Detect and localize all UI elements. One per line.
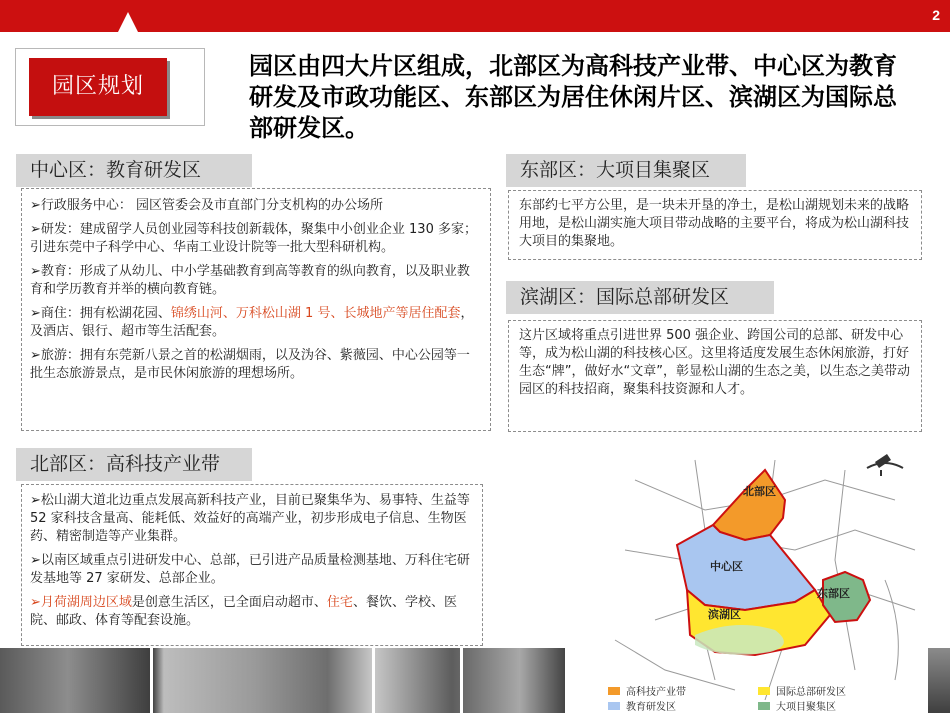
center-item-rd: ➢研发：建成留学人员创业园等科技创新载体，聚集中小创业企业 130 多家；引进东莞中子科学中心、华南工业设计院等一批大型科研机构。	[30, 222, 477, 255]
map-label-lakeside: 滨湖区	[708, 608, 741, 621]
north-item-creative-highlight: ➢月荷湖周边区域	[30, 595, 132, 610]
north-item-rd: ➢以南区域重点引进研发中心、总部，已引进产品质量检测基地、万科住宅研发基地等 27 家研发、总部企业。	[30, 553, 470, 586]
legend-item	[758, 683, 846, 698]
north-zone-box	[21, 484, 483, 646]
section-tag: 园区规划	[29, 58, 167, 116]
center-item-education: ➢教育：形成了从幼儿、中小学基础教育到高等教育的纵向教育，以及职业教育和学历教育并举的横向教育链。	[30, 264, 470, 297]
map-label-center: 中心区	[710, 560, 743, 573]
legend-label: 教育研发区	[626, 702, 676, 713]
zone-hightech	[713, 470, 785, 540]
north-item-creative-b: 是创意生活区，已全面启动超市、	[131, 595, 327, 610]
legend-swatch	[608, 687, 620, 695]
legend-item	[608, 683, 686, 698]
map-label-east: 东部区	[817, 587, 850, 600]
headline: 园区由四大片区组成，北部区为高科技产业带、中心区为教育研发及市政功能区、东部区为居住休闲片区、滨湖区为国际总部研发区。	[249, 52, 897, 142]
photo-separator	[372, 648, 375, 713]
legend-label: 大项目聚集区	[776, 702, 836, 713]
north-item-industry: ➢松山湖大道北边重点发展高新科技产业，目前已聚集华为、易事特、生益等 52 家科技含量高、能耗低、效益好的高端产业，初步形成电子信息、生物医药、精密制造等产业集群。	[30, 493, 470, 544]
banner-notch	[118, 12, 138, 32]
map-label-north: 北部区	[743, 485, 776, 498]
legend-label: 高科技产业带	[626, 687, 686, 698]
photo-right	[928, 648, 950, 713]
center-item-tourism: ➢旅游：拥有东莞新八景之首的松湖烟雨，以及沩谷、紫薇园、中心公园等一批生态旅游景点，是市民休闲旅游的理想场所。	[30, 348, 470, 381]
lakeside-zone-box	[508, 320, 922, 432]
lakeside-zone-text: 这片区域将重点引进世界 500 强企业、跨国公司的总部、研发中心等，成为松山湖的科技核心区。这里将适度发展生态休闲旅游，打好生态“牌”，做好水“文章”，彰显松山湖的生态之美，以生态之美带动园区的科技招商，聚集科技资源和人才。	[519, 328, 910, 397]
east-zone-box	[508, 190, 922, 260]
photo-separator	[460, 648, 463, 713]
east-zone-text: 东部约七平方公里，是一块未开垦的净土，是松山湖规划未来的战略用地，是松山湖实施大项目带动战略的主要平台，将成为松山湖科技大项目的集聚地。	[519, 198, 910, 249]
compass-icon	[867, 454, 903, 476]
legend-label: 国际总部研发区	[776, 687, 846, 698]
photo-strip	[0, 648, 565, 713]
center-item-residential-c: ，及酒店、银行、超市等生活配套。	[30, 306, 474, 339]
north-zone-title: 北部区：高科技产业带	[16, 448, 252, 481]
center-item-residential	[30, 305, 482, 341]
north-item-creative-d: 、餐饮、学校、医院、邮政、体育等配套设施。	[30, 595, 457, 628]
east-zone-title: 东部区：大项目集聚区	[506, 154, 746, 187]
north-item-creative-housing: 住宅	[326, 595, 353, 610]
center-item-residential-highlight: 锦绣山河、万科松山湖 1 号、长城地产等居住配套	[170, 306, 461, 321]
zone-map	[595, 440, 925, 713]
legend-item	[758, 698, 836, 713]
center-item-residential-a: ➢商住：拥有松湖花园、	[30, 306, 171, 321]
north-item-creative	[30, 594, 474, 630]
legend-item	[608, 698, 676, 713]
center-zone-box	[21, 188, 491, 431]
legend-swatch	[608, 702, 620, 710]
center-zone-title: 中心区：教育研发区	[16, 154, 252, 187]
photo-separator	[150, 648, 153, 713]
page-number: 2	[932, 7, 940, 23]
top-banner	[0, 0, 950, 32]
lakeside-zone-title: 滨湖区：国际总部研发区	[506, 281, 774, 314]
legend-swatch	[758, 702, 770, 710]
legend-swatch	[758, 687, 770, 695]
center-item-admin: ➢行政服务中心： 园区管委会及市直部门分支机构的办公场所	[30, 198, 384, 213]
